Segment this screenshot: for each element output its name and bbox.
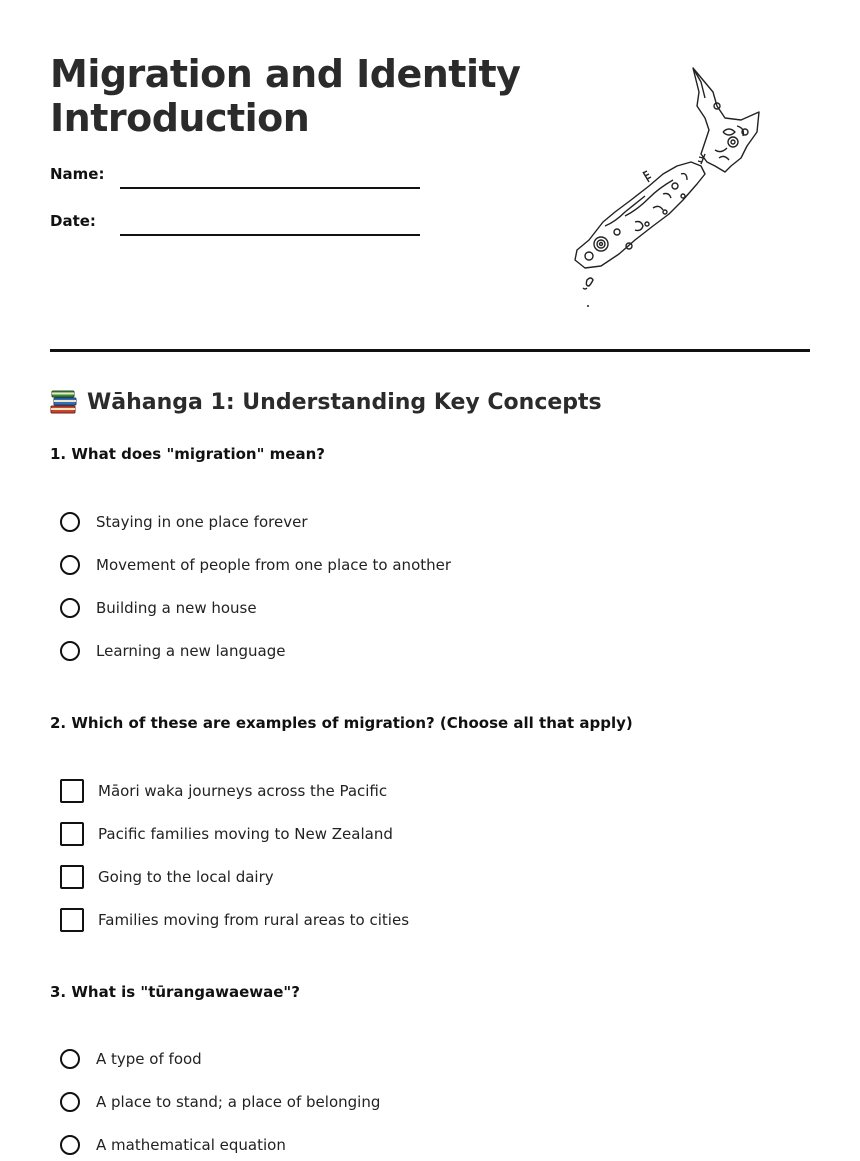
checkbox[interactable] — [60, 865, 84, 889]
option-label: Movement of people from one place to another — [96, 556, 452, 574]
radio-button[interactable] — [60, 641, 80, 661]
q1-option-1[interactable] — [60, 510, 307, 534]
date-label: Date: — [50, 212, 96, 230]
q1-option-2[interactable] — [60, 553, 451, 577]
question-3: 3. What is "tūrangawaewae"? — [50, 983, 300, 1001]
option-label: A mathematical equation — [96, 1136, 286, 1154]
question-2: 2. Which of these are examples of migration? (Choose all that apply) — [50, 714, 633, 732]
option-label: Building a new house — [96, 599, 257, 617]
q2-option-1[interactable] — [60, 779, 387, 803]
option-label: Going to the local dairy — [98, 868, 274, 886]
section-heading-text: Wāhanga 1: Understanding Key Concepts — [87, 389, 602, 415]
q3-option-1[interactable] — [60, 1047, 202, 1071]
new-zealand-map-icon — [565, 62, 770, 312]
checkbox[interactable] — [60, 779, 84, 803]
radio-button[interactable] — [60, 1049, 80, 1069]
option-label: Learning a new language — [96, 642, 286, 660]
name-label: Name: — [50, 165, 105, 183]
q2-option-4[interactable] — [60, 908, 409, 932]
option-label: A place to stand; a place of belonging — [96, 1093, 381, 1111]
option-label: A type of food — [96, 1050, 202, 1068]
name-field-line[interactable] — [120, 187, 420, 189]
section-heading — [50, 389, 602, 415]
title-line-1: Migration and Identity — [50, 52, 521, 96]
q3-option-2[interactable] — [60, 1090, 380, 1114]
q1-option-3[interactable] — [60, 596, 257, 620]
option-label: Staying in one place forever — [96, 513, 308, 531]
books-icon — [50, 389, 78, 415]
date-field-line[interactable] — [120, 234, 420, 236]
radio-button[interactable] — [60, 1092, 80, 1112]
page-title — [50, 52, 520, 140]
radio-button[interactable] — [60, 1135, 80, 1155]
checkbox[interactable] — [60, 822, 84, 846]
q3-option-3[interactable] — [60, 1133, 286, 1157]
q2-option-2[interactable] — [60, 822, 393, 846]
question-1: 1. What does "migration" mean? — [50, 445, 325, 463]
radio-button[interactable] — [60, 598, 80, 618]
checkbox[interactable] — [60, 908, 84, 932]
section-divider — [50, 349, 810, 352]
option-label: Pacific families moving to New Zealand — [98, 825, 393, 843]
q1-option-4[interactable] — [60, 639, 285, 663]
q2-option-3[interactable] — [60, 865, 274, 889]
radio-button[interactable] — [60, 512, 80, 532]
radio-button[interactable] — [60, 555, 80, 575]
option-label: Māori waka journeys across the Pacific — [98, 782, 388, 800]
title-line-2: Introduction — [50, 96, 310, 140]
option-label: Families moving from rural areas to cities — [98, 911, 410, 929]
